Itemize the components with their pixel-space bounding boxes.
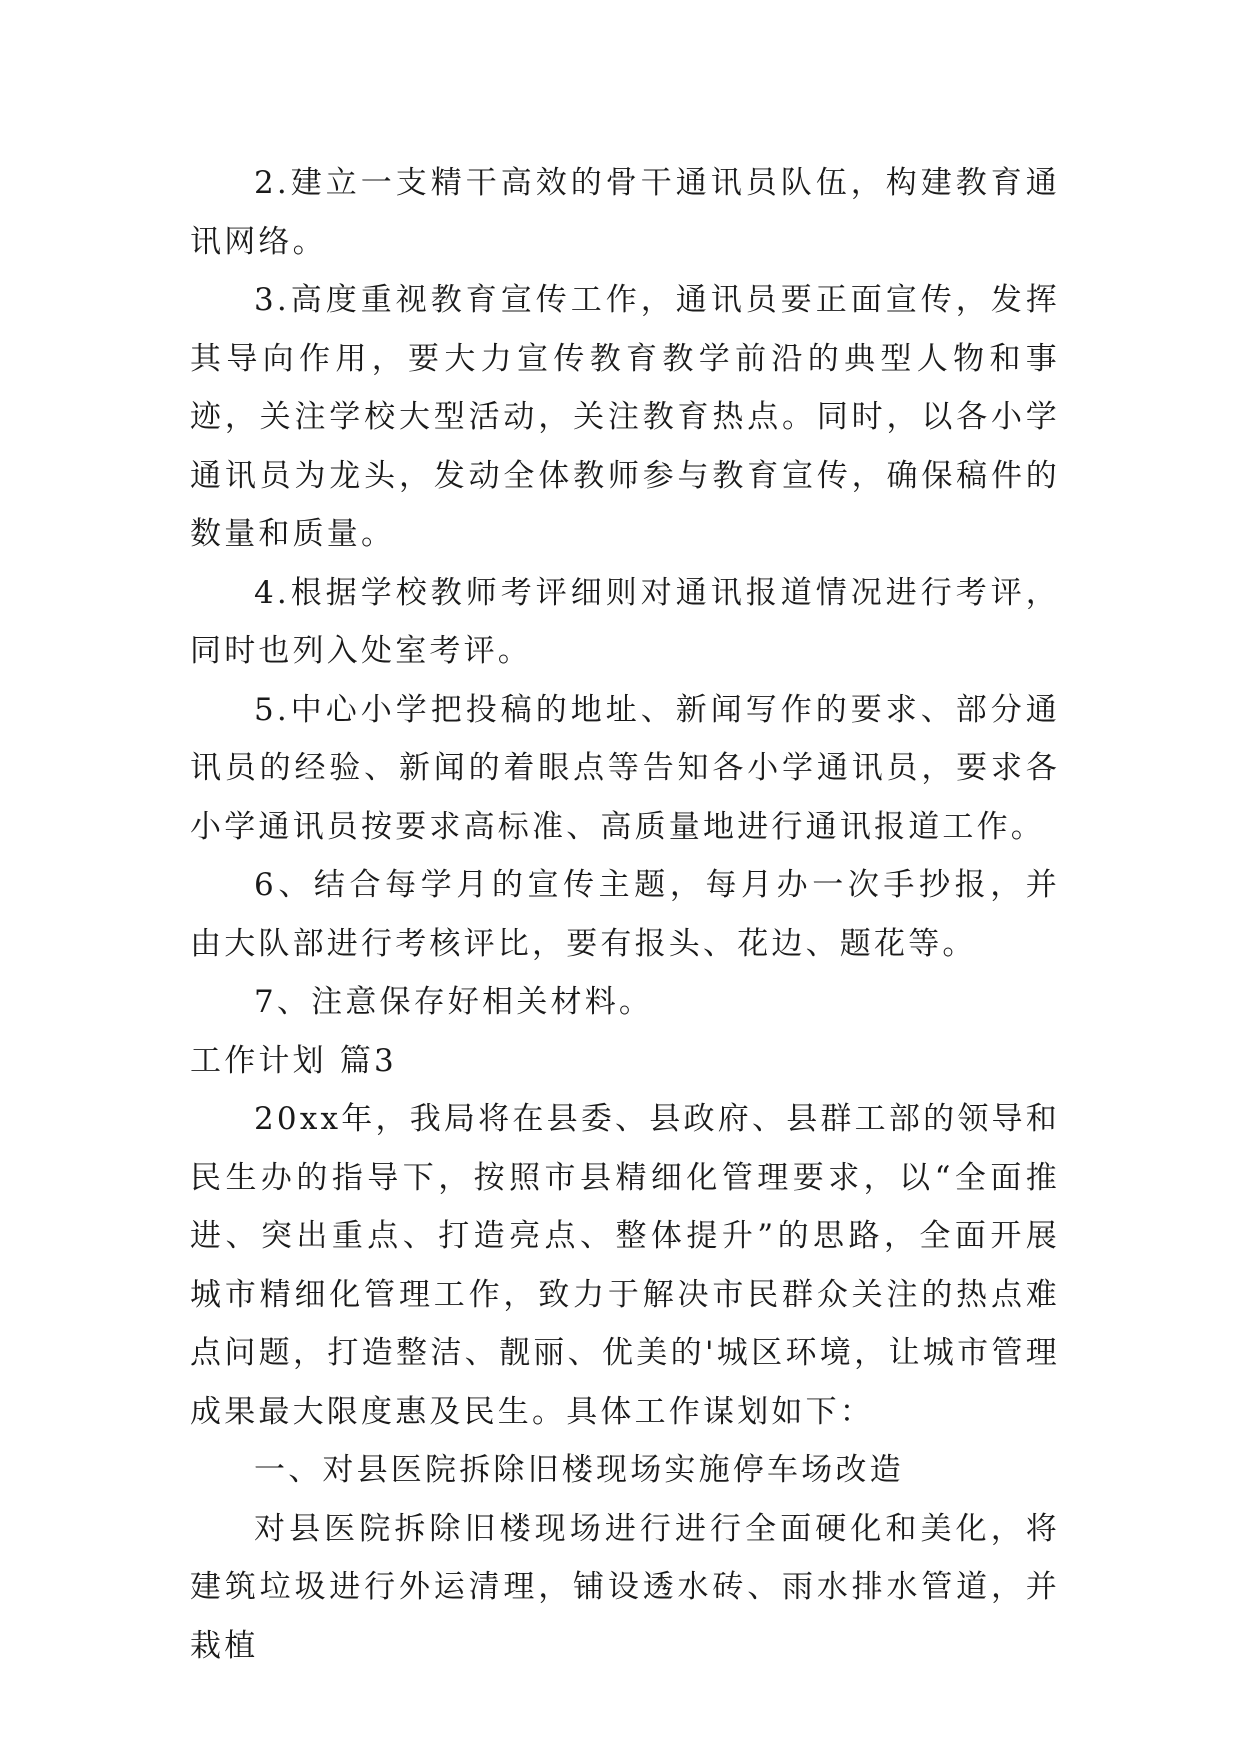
paragraph-item-4: 4.根据学校教师考评细则对通讯报道情况进行考评，同时也列入处室考评。 [190,574,1060,669]
subsection-heading: 一、对县医院拆除旧楼现场实施停车场改造 [254,1452,904,1488]
paragraph-item-2: 2.建立一支精干高效的骨干通讯员队伍，构建教育通讯网络。 [190,165,1060,260]
section-heading: 工作计划 篇3 [190,1042,397,1079]
paragraph-item-6: 6、结合每学月的宣传主题，每月办一次手抄报，并由大队部进行考核评比，要有报头、花边、题花等。 [190,867,1060,962]
paragraph-item-3: 3.高度重视教育宣传工作，通讯员要正面宣传，发挥其导向作用，要大力宣传教育教学前沿的典型人物和事迹，关注学校大型活动，关注教育热点。同时，以各小学通讯员为龙头，发动全体教师参与教育宣传，确保稿件的数量和质量。 [190,282,1060,552]
subsection-paragraph: 对县医院拆除旧楼现场进行进行全面硬化和美化，将建筑垃圾进行外运清理，铺设透水砖、雨水排水管道，并栽植 [190,1510,1060,1664]
section-intro-paragraph: 20xx年，我局将在县委、县政府、县群工部的领导和民生办的指导下，按照市县精细化管理要求，以“全面推进、突出重点、打造亮点、整体提升”的思路，全面开展城市精细化管理工作，致力于解决市民群众关注的热点难点问题，打造整洁、靓丽、优美的'城区环境，让城市管理成果最大限度惠及民生。具体工作谋划如下： [190,1101,1060,1430]
paragraph-item-7: 7、注意保存好相关材料。 [254,984,654,1020]
document-body [190,154,1060,1675]
paragraph-item-5: 5.中心小学把投稿的地址、新闻写作的要求、部分通讯员的经验、新闻的着眼点等告知各小学通讯员，要求各小学通讯员按要求高标准、高质量地进行通讯报道工作。 [190,691,1060,845]
